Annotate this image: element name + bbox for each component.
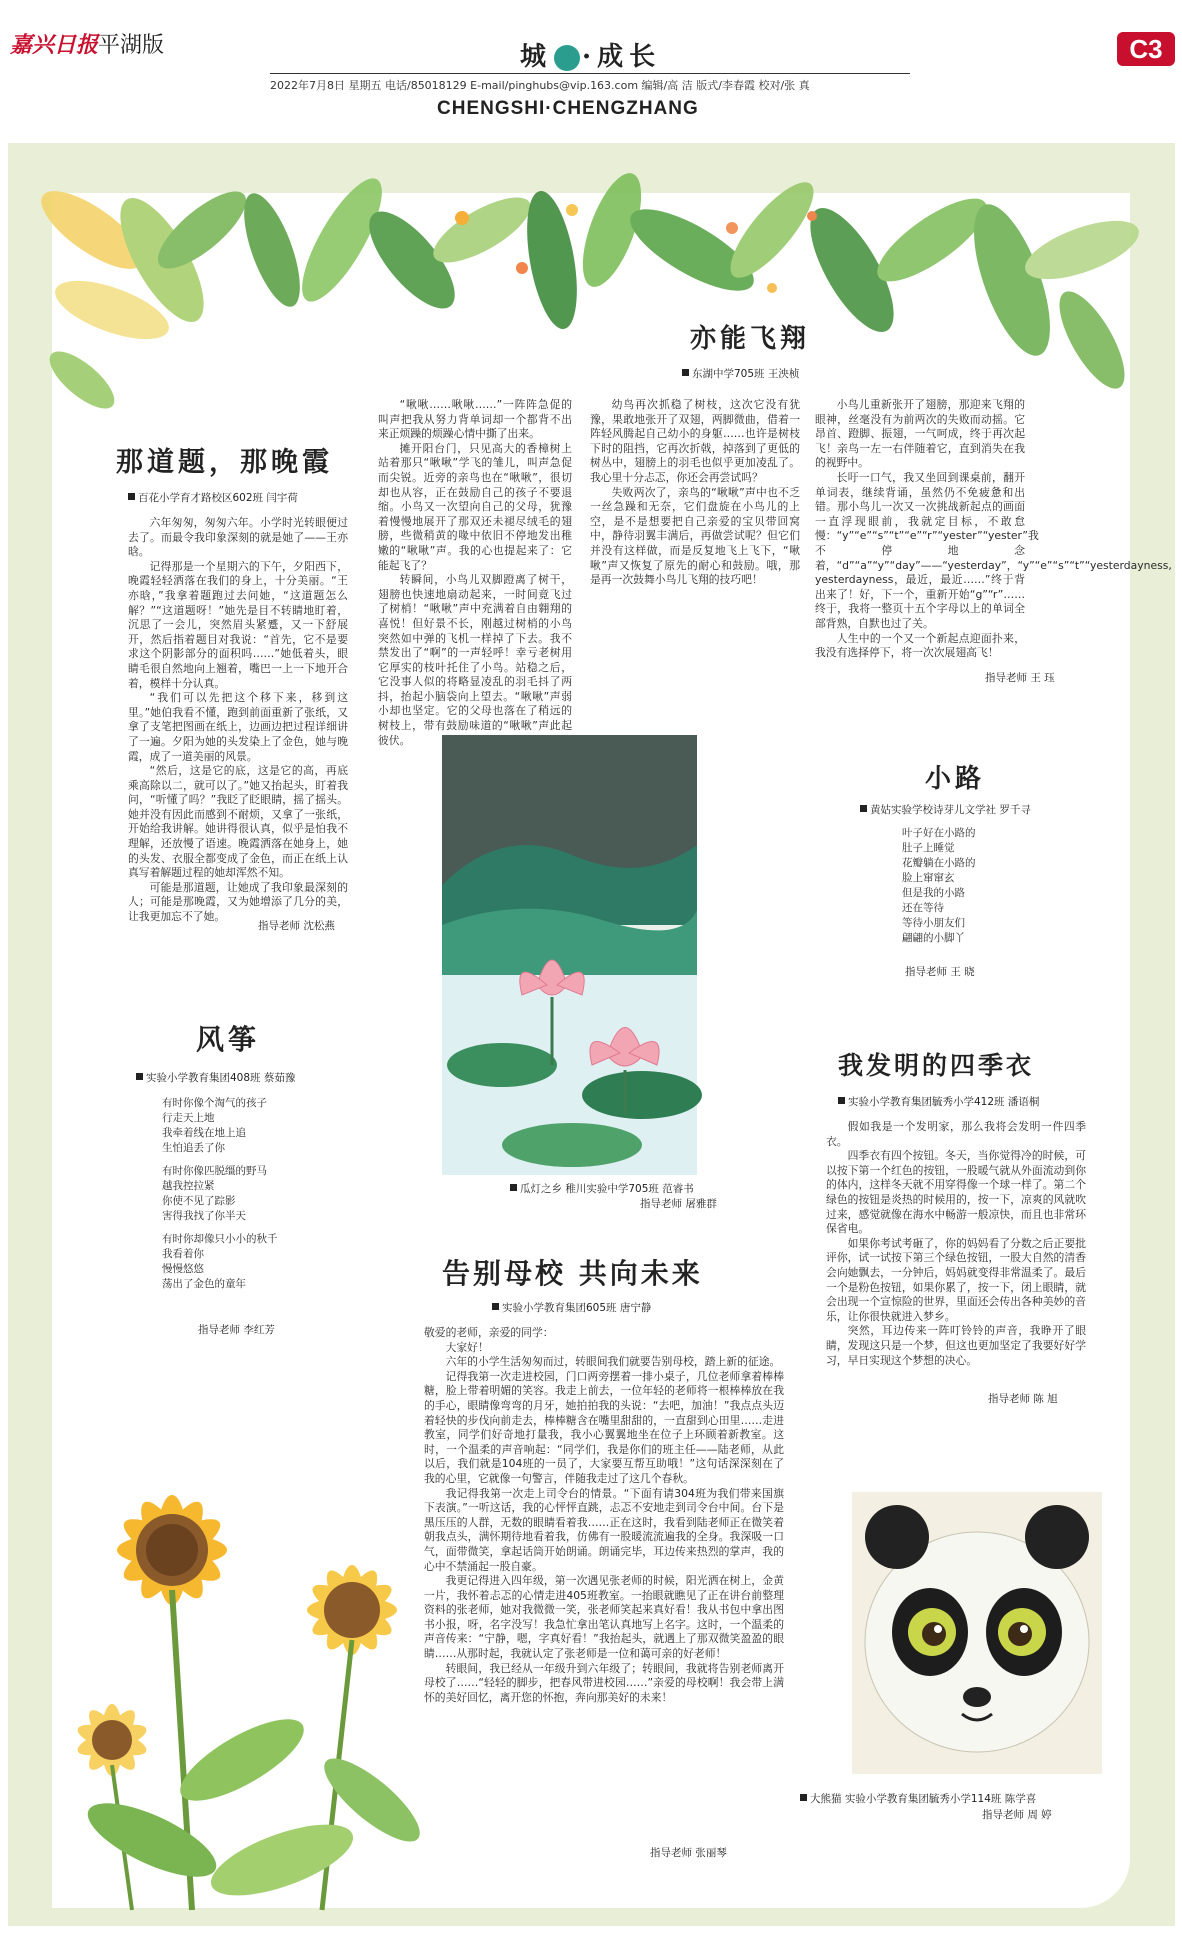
teacher-credit: 指导老师 王 晓 <box>905 966 975 978</box>
poem-line: 翩翩的小脚丫 <box>902 932 965 944</box>
section-orb-icon <box>554 45 580 71</box>
poem-line: 肚子上睡觉 <box>902 842 955 854</box>
paragraph: 假如我是一个发明家，那么我将会发明一件四季衣。 <box>826 1120 1086 1148</box>
article-byline <box>492 1300 651 1315</box>
article-body <box>815 398 1172 663</box>
square-bullet-icon <box>860 805 867 812</box>
paragraph: 幼鸟再次抓稳了树枝，这次它没有犹豫，果敢地张开了双翅，两脚微曲，借着一阵轻风腾起自己幼小的身躯……也许是树枝下时的阻挡，它再次折戟，掉落到了更低的树丛中，翅膀上的羽毛也似乎更加凌乱了。我心里十分忐忑，你还会再尝试吗？ <box>590 398 800 484</box>
poem-line: 越我控拉紧 <box>162 1180 215 1192</box>
paragraph: 如果你考试考砸了，你的妈妈看了分数之后正要批评你，试一试按下第三个绿色按钮，一股大自然的清香会向她飘去，一分钟后，妈妈就变得非常温柔了。最后一个是粉色按钮，如果你累了，按一下，闭上眼睛，就会出现一个宣惊险的世界，里面还会传出各种美妙的音乐，让你很快就进入梦乡。 <box>826 1236 1086 1323</box>
brand-logo: 嘉兴日报 <box>10 32 99 58</box>
painting-caption <box>800 1792 1036 1806</box>
article-title: 告别母校 共向未来 <box>442 1257 703 1290</box>
article-byline <box>682 366 799 381</box>
paragraph: 我记得我第一次走上司令台的情景。“下面有请304班为我们带来国旗下表演。”一听这话，我的心怦怦直跳，忐忑不安地走到司令台中间。台下是黑压压的人群，无数的眼睛看着我……正在这时，我看到陆老师正在微笑着朝我点头，满怀期待地看着我，仿佛有一股暖流流遍我的全身。我深吸一口气，面带微笑，拿起话筒开始朗诵。朗诵完毕，耳边传来热烈的掌声，我的心中不禁涌起一股自豪。 <box>424 1486 784 1573</box>
article-title: 亦能飞翔 <box>690 324 811 354</box>
square-bullet-icon <box>136 1073 143 1080</box>
poem-line: 有时你却像只小小的秋千 <box>162 1233 278 1245</box>
sunflower-illustration <box>52 1400 422 1910</box>
poem-line: 但是我的小路 <box>902 887 965 899</box>
article-title: 风筝 <box>196 1023 261 1056</box>
square-bullet-icon <box>800 1794 807 1801</box>
poem-stanza <box>162 1096 342 1156</box>
square-bullet-icon <box>682 369 689 376</box>
paragraph: 记得那是一个星期六的下午，夕阳西下，晚霞轻轻洒落在我们的身上，十分美丽。“王亦晗，”我拿着题跑过去问她，“这道题怎么解？”“这道题呀！”她先是目不转睛地盯着，沉思了一会儿，突然眉头紧蹙，又一下舒展开，然后指着题目对我说：“首先，它不是要求这个阴影部分的面积吗……”她低着头，眼睛毛很自然地向上翘着，嘴巴一上一下地开合着，模样十分认真。 <box>128 559 348 690</box>
section-pinyin: CHENGSHI·CHENGZHANG <box>437 98 699 119</box>
article-body <box>424 1326 784 1816</box>
teacher-credit: 指导老师 李红芳 <box>198 1324 275 1336</box>
poem-body <box>162 1096 342 1300</box>
byline-text: 百花小学育才路校区602班 闫宇荷 <box>138 492 298 504</box>
newspaper-brand <box>10 28 164 59</box>
article-body <box>590 398 800 680</box>
leaves-decoration <box>52 190 1132 420</box>
paragraph: “我们可以先把这个移下来，移到这里。”她伯我看不懂，跑到前面重新了张纸，又拿了支笔把图画在纸上，边画边把过程详细讲了一遍。夕阳为她的头发染上了金色，她与晚霞，成了一道美丽的风景。 <box>128 691 348 763</box>
paragraph: “啾啾……啾啾……”一阵阵急促的叫声把我从努力背单词却一个都背不出来正烦躁的烦躁心情中撕了出来。 <box>378 398 572 441</box>
poem-line: 行走天上地 <box>162 1112 215 1124</box>
paragraph: 转瞬间，小鸟儿双脚蹬离了树干，翅膀也快速地扇动起来，一时间竟飞过了树梢！“啾啾”声中充满着自由翱翔的喜悦！但好景不长，刚越过树梢的小鸟突然如中弹的飞机一样掉了下去。我不禁发出了“啊”的一声轻呼！幸亏老树用它厚实的枝叶托住了小鸟。站稳之后，它没事人似的将略显凌乱的羽毛抖了两抖，抬起小脑袋向上望去。“啾啾”声弱小却也坚定。它的父母也落在了稍远的树枝上，带有鼓励味道的“啾啾”声此起彼伏。 <box>378 573 572 747</box>
dateline: 2022年7月8日 星期五 电话/85018129 E-mail/pinghubs@vip.163.com 编辑/高 洁 版式/李春霞 校对/张 真 <box>270 73 910 93</box>
painting-teacher: 指导老师 屠雅群 <box>640 1198 717 1210</box>
square-bullet-icon <box>492 1303 499 1310</box>
byline-text: 东湖中学705班 王泱桢 <box>692 368 800 380</box>
paragraph: 摊开阳台门，只见高大的香樟树上站着那只“啾啾”学飞的雏儿，叫声急促而尖锐。近旁的亲鸟也在“啾啾”，很切却也从容，正在鼓励自己的孩子不要退缩。小鸟又一次望向自己的父母，犹豫着慢慢地展开了那双还未褪尽绒毛的翅膀，些微稍黄的喙中依旧不停地发出稚嫩的“啾啾”声。我的心也提起来了：它能起飞了？ <box>378 441 572 572</box>
paragraph: 六年匆匆，匆匆六年。小学时光转眼便过去了。而最令我印象深刻的就是她了——王亦晗。 <box>128 516 348 559</box>
poem-line: 我牵着线在地上追 <box>162 1127 246 1139</box>
section-char: 成 <box>597 42 630 72</box>
paragraph: 突然，耳边传来一阵叮铃铃的声音，我睁开了眼睛，发现这只是一个梦，但这也更加坚定了我要好好学习，早日实现这个梦想的决心。 <box>826 1324 1086 1367</box>
page-number-badge: C3 <box>1117 32 1175 66</box>
panda-painting <box>852 1492 1102 1774</box>
teacher-credit: 指导老师 沈松燕 <box>258 920 335 932</box>
paragraph: 记得我第一次走进校园，门口两旁摆着一排小桌子，几位老师拿着棒棒糖，脸上带着明媚的笑容。我走上前去，一位年轻的老师将一根棒棒放在我的手心，眼睛像弯弯的月牙，她拍拍我的头说：“去吧，加油！”我点点头迈着轻快的步伐向前走去，棒棒糖含在嘴里甜甜的，一直甜到心田里……走进教室，同学们好奇地打量我，我小心翼翼地坐在位子上环顾着新教室。这时，一个温柔的声音响起：“同学们，我是你们的班主任——陆老师，从此以后，我们就是104班的一员了，大家要互帮互助哦！”这句话深深刻在了我的心里，它就像一句警言，伴随我走过了这几个春秋。 <box>424 1369 784 1485</box>
poem-line: 荡出了金色的童年 <box>162 1278 246 1290</box>
article-title: 小路 <box>925 764 986 794</box>
poem-line: 慢慢悠悠 <box>162 1263 204 1275</box>
paragraph: 大家好！ <box>445 1340 489 1354</box>
paragraph: 可能是那道题，让她成了我印象最深刻的人；可能是那晚霞，又为她增添了几分的美，让我更加忘不了她。 <box>128 880 348 924</box>
article-byline <box>128 490 298 505</box>
article-body <box>128 516 348 924</box>
paragraph: 我更记得进入四年级，第一次遇见张老师的时候，阳光洒在树上，金黄一片，我怀着忐忑的心情走进405班教室。一抬眼就瞧见了正在讲台前整理资料的张老师，她对我微微一笑，张老师笑起来真好看！我从书包中拿出图书小报，呀，名字没写！我急忙拿出笔认真地写上名字。这时，一个温柔的声音传来：“宁静，嗯，字真好看！”我抬起头，就遇上了那双微笑盈盈的眼睛……从那时起，我就认定了张老师是一位和蔼可亲的好老师！ <box>424 1574 784 1661</box>
byline-text: 实验小学教育集团毓秀小学412班 潘语桐 <box>848 1096 1040 1108</box>
brand-edition: 平湖版 <box>98 33 165 58</box>
poem-line: 花瓣躺在小路的 <box>902 857 976 869</box>
section-char: 城 <box>520 42 553 72</box>
article-byline <box>136 1070 295 1085</box>
article-byline <box>838 1094 1039 1109</box>
poem-line: 生怕追丢了你 <box>162 1142 225 1154</box>
square-bullet-icon <box>510 1184 517 1191</box>
paragraph: 敬爱的老师，亲爱的同学： <box>424 1326 554 1339</box>
poem-line: 你使不见了踪影 <box>162 1195 236 1207</box>
article-body <box>378 398 572 747</box>
painting-caption <box>510 1182 694 1196</box>
byline-text: 黄姑实验学校诗芽儿文学社 罗千寻 <box>870 804 1031 816</box>
poem-body <box>902 826 1042 946</box>
paragraph: 四季衣有四个按钮。冬天，当你觉得冷的时候，可以按下第一个红色的按钮，一股暖气就从外面流动到你的体内，这样冬天就不用穿得像一个球一样了。第二个绿色的按钮是炎热的时候用的，按一下，凉爽的风就吹过来，感觉就像在海水中畅游一般凉快，而且也非常环保省电。 <box>826 1149 1086 1236</box>
byline-text: 实验小学教育集团605班 唐宁静 <box>502 1302 652 1314</box>
lotus-painting <box>442 735 697 1175</box>
article-body <box>826 1120 1086 1378</box>
paragraph: “然后，这是它的底，这是它的高，再底乘高除以二，就可以了。”她又抬起头，盯着我问，“听懂了吗？”我眨了眨眼睛，摇了摇头。她并没有因此而感到不耐烦，又拿了一张纸，开始给我讲解。她讲得很认真，似乎是怕我不理解，还放慢了语速。晚霞洒落在她身上，她的头发、衣服全都变成了金色，而正在纸上认真写着解题过程的她却浑然不知。 <box>128 764 348 880</box>
teacher-credit: 指导老师 王 珏 <box>985 672 1055 684</box>
square-bullet-icon <box>128 493 135 500</box>
section-char: · <box>582 42 598 72</box>
paragraph: 长吁一口气，我又坐回到课桌前，翻开单词表，继续背诵，虽然仍不免疲惫和出错。那小鸟儿一次又一次挑战新起点的画面一直浮现眼前，我就定目标，不敢怠慢：“y”“e”“s”“t”“e”“r”“yester”“yester”我不停地念着，“d”“a”“y”“day”——“yesterday”，“y”“e”“s”“t”“yesterdayness, yesterdayness，最近，最近……”终于背出来了！好，下一个，重新开始“g”“r”……终于，我将一整页十五个字母以上的单词全部背熟，自默也过了关。 <box>815 470 1172 630</box>
section-title <box>520 36 661 73</box>
masthead <box>0 0 1182 130</box>
teacher-credit: 指导老师 张丽琴 <box>650 1847 727 1859</box>
poem-line: 害得我找了你半天 <box>162 1210 246 1222</box>
poem-line: 脸上窜窜玄 <box>902 872 955 884</box>
paragraph: 小鸟儿重新张开了翅膀，那迎来飞翔的眼神，丝毫没有为前两次的失败而动摇。它昂首、蹬脚、振翅，一气呵成，终于再次起飞！亲鸟一左一右伴随着它，直到消失在我的视野中。 <box>815 398 1025 470</box>
caption-text: 瓜灯之乡 稚川实验中学705班 范睿书 <box>520 1183 694 1195</box>
paragraph: 失败两次了，亲鸟的“啾啾”声中也不乏一丝急躁和无奈，它们盘旋在小鸟儿的上空，是不是想要把自己亲爱的宝贝带回窝中，静待羽翼丰满后，再做尝试呢？但它们并没有这样做，而是反复地飞上飞下，“啾啾”声又恢复了原先的耐心和鼓励。哦，那是再一次鼓舞小鸟儿飞翔的技巧吧！ <box>590 485 800 587</box>
caption-text: 大熊猫 实验小学教育集团毓秀小学114班 陈学喜 <box>810 1793 1037 1805</box>
paragraph: 六年的小学生活匆匆而过，转眼间我们就要告别母校，踏上新的征途。 <box>445 1355 781 1369</box>
poem-line: 有时你像匹脱缰的野马 <box>162 1165 267 1177</box>
poem-stanza <box>162 1164 342 1224</box>
poem-line: 叶子好在小路的 <box>902 827 976 839</box>
poem-line: 有时你像个淘气的孩子 <box>162 1097 267 1109</box>
poem-line: 还在等待 <box>902 902 944 914</box>
square-bullet-icon <box>838 1097 845 1104</box>
paragraph: 人生中的一个又一个新起点迎面扑来，我没有选择停下，将一次次展翅高飞！ <box>815 631 1025 660</box>
paragraph: 转眼间，我已经从一年级升到六年级了；转眼间，我就将告别老师离开母校了……“轻轻的脚步，把春风带进校园……”亲爱的母校啊！我会带上满怀的美好回忆，离开您的怀抱，奔向那美好的未来！ <box>424 1661 784 1704</box>
painting-teacher: 指导老师 周 婷 <box>982 1809 1052 1821</box>
poem-stanza <box>162 1232 342 1292</box>
article-title: 我发明的四季衣 <box>838 1051 1035 1080</box>
section-char: 长 <box>629 42 662 72</box>
article-title: 那道题，那晚霞 <box>116 447 333 478</box>
poem-line: 等待小朋友们 <box>902 917 965 929</box>
poem-line: 我看着你 <box>162 1248 204 1260</box>
article-byline <box>860 802 1031 817</box>
teacher-credit: 指导老师 陈 旭 <box>988 1393 1058 1405</box>
byline-text: 实验小学教育集团408班 蔡茹豫 <box>146 1072 296 1084</box>
